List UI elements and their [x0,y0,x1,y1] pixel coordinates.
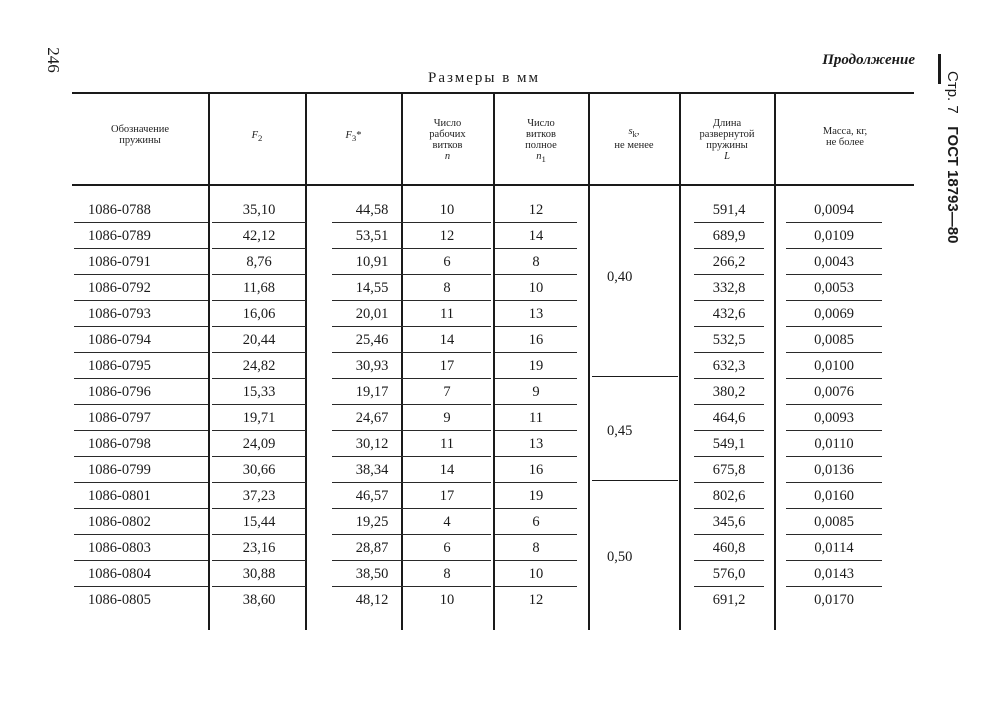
header-working-coils: Число рабочих витков n [429,118,466,162]
n-cell: 10 [439,592,455,608]
n1-cell: 13 [495,301,577,327]
length-cell: 332,8 [694,275,764,301]
mass-cell: 0,0053 [786,275,882,301]
f3-cell: 48,12 [355,592,389,608]
f2-cell: 15,33 [212,379,306,405]
mass-cell: 0,0100 [786,353,882,379]
table-row [74,483,914,509]
table-row [74,405,914,431]
table-row [74,275,914,301]
mass-cell: 0,0110 [786,431,882,457]
continuation-label: Продолжение [822,52,915,68]
mass-cell: 0,0069 [786,301,882,327]
table-row [74,223,914,249]
designation-cell: 1086-0798 [88,431,206,457]
header-designation: Обозначение пружины [110,124,170,146]
n-cell: 10 [403,197,491,223]
designation-cell: 1086-0805 [88,592,151,608]
length-cell: 591,4 [694,197,764,223]
f3-cell: 25,46 [332,327,412,353]
table-row [74,561,914,587]
designation-cell: 1086-0794 [88,327,206,353]
length-cell: 632,3 [694,353,764,379]
f2-cell: 8,76 [212,249,306,275]
mass-cell: 0,0170 [814,592,854,608]
n1-cell: 12 [528,592,544,608]
length-cell: 460,8 [694,535,764,561]
n1-cell: 16 [495,327,577,353]
side-header [941,71,961,244]
n1-cell: 19 [495,353,577,379]
designation-cell: 1086-0791 [88,249,206,275]
n1-cell: 16 [495,457,577,483]
designation-cell: 1086-0796 [88,379,206,405]
mass-cell: 0,0076 [786,379,882,405]
n1-cell: 6 [495,509,577,535]
table-row [74,587,914,613]
f2-cell: 23,16 [212,535,306,561]
n-cell: 6 [403,535,491,561]
length-cell: 675,8 [694,457,764,483]
page-number: 246 [44,47,63,73]
mass-cell: 0,0136 [786,457,882,483]
side-rule [938,54,941,84]
f2-cell: 24,09 [212,431,306,457]
f2-cell: 35,10 [212,197,306,223]
header-f3: $F_3*$ [345,130,362,144]
n1-cell: 14 [495,223,577,249]
table-row [74,535,914,561]
header-total-coils: Число витков полное $n_1$ [525,118,557,165]
designation-cell: 1086-0795 [88,353,206,379]
sk-group-value: 0,45 [607,423,633,439]
mass-cell: 0,0109 [786,223,882,249]
table-row [74,301,914,327]
n1-cell: 12 [495,197,577,223]
n1-cell: 19 [495,483,577,509]
mass-cell: 0,0114 [786,535,882,561]
side-page-label: Стр. 7 [944,71,961,114]
designation-cell: 1086-0792 [88,275,206,301]
length-cell: 266,2 [694,249,764,275]
n-cell: 17 [403,353,491,379]
length-cell: 432,6 [694,301,764,327]
length-cell: 691,2 [712,592,746,608]
n1-cell: 13 [495,431,577,457]
f3-cell: 24,67 [332,405,412,431]
mass-cell: 0,0085 [786,327,882,353]
n-cell: 8 [403,561,491,587]
table-row [74,327,914,353]
table-row [74,379,914,405]
designation-cell: 1086-0799 [88,457,206,483]
mass-cell: 0,0160 [786,483,882,509]
n-cell: 9 [403,405,491,431]
sk-group-value: 0,40 [607,269,633,285]
n1-cell: 8 [495,535,577,561]
table-title: Размеры в мм [428,70,541,86]
table-row [74,457,914,483]
n-cell: 14 [403,327,491,353]
header-f2: $F_2$ [251,130,263,144]
designation-cell: 1086-0797 [88,405,206,431]
table-row [74,197,914,223]
table-row [74,353,914,379]
n-cell: 11 [403,431,491,457]
length-cell: 689,9 [694,223,764,249]
header-developed-length: Длина развернутой пружины L [699,118,755,162]
f3-cell: 28,87 [332,535,412,561]
n-cell: 11 [403,301,491,327]
length-cell: 380,2 [694,379,764,405]
length-cell: 345,6 [694,509,764,535]
header-mass: Масса, кг, не более [822,126,868,148]
f2-cell: 38,60 [242,592,276,608]
f3-cell: 30,12 [332,431,412,457]
designation-cell: 1086-0803 [88,535,206,561]
f2-cell: 11,68 [212,275,306,301]
mass-cell: 0,0043 [786,249,882,275]
designation-cell: 1086-0793 [88,301,206,327]
length-cell: 549,1 [694,431,764,457]
f3-cell: 19,25 [332,509,412,535]
f2-cell: 19,71 [212,405,306,431]
n-cell: 8 [403,275,491,301]
f3-cell: 46,57 [332,483,412,509]
n-cell: 4 [403,509,491,535]
f2-cell: 15,44 [212,509,306,535]
f3-cell: 14,55 [332,275,412,301]
f2-cell: 24,82 [212,353,306,379]
f2-cell: 30,66 [212,457,306,483]
f2-cell: 37,23 [212,483,306,509]
mass-cell: 0,0085 [786,509,882,535]
f3-cell: 53,51 [332,223,412,249]
length-cell: 802,6 [694,483,764,509]
f3-cell: 44,58 [332,197,412,223]
n-cell: 12 [403,223,491,249]
n-cell: 6 [403,249,491,275]
f2-cell: 20,44 [212,327,306,353]
n1-cell: 8 [495,249,577,275]
n1-cell: 9 [495,379,577,405]
f2-cell: 30,88 [212,561,306,587]
table-row [74,431,914,457]
table-row [74,509,914,535]
n1-cell: 10 [495,275,577,301]
f2-cell: 16,06 [212,301,306,327]
standard-label: ГОСТ 18793—80 [944,126,961,244]
designation-cell: 1086-0801 [88,483,206,509]
mass-cell: 0,0143 [786,561,882,587]
f3-cell: 38,50 [332,561,412,587]
designation-cell: 1086-0802 [88,509,206,535]
n-cell: 7 [403,379,491,405]
f3-cell: 10,91 [332,249,412,275]
n-cell: 14 [403,457,491,483]
mass-cell: 0,0093 [786,405,882,431]
length-cell: 464,6 [694,405,764,431]
n-cell: 17 [403,483,491,509]
designation-cell: 1086-0789 [88,223,206,249]
f3-cell: 30,93 [332,353,412,379]
f3-cell: 20,01 [332,301,412,327]
header-sk: $s_k$, не менее [614,126,654,152]
length-cell: 532,5 [694,327,764,353]
designation-cell: 1086-0804 [88,561,206,587]
f3-cell: 38,34 [332,457,412,483]
designation-cell: 1086-0788 [88,197,206,223]
length-cell: 576,0 [694,561,764,587]
sk-group-value: 0,50 [607,549,633,565]
n1-cell: 10 [495,561,577,587]
mass-cell: 0,0094 [786,197,882,223]
table-row [74,249,914,275]
f3-cell: 19,17 [332,379,412,405]
f2-cell: 42,12 [212,223,306,249]
n1-cell: 11 [495,405,577,431]
